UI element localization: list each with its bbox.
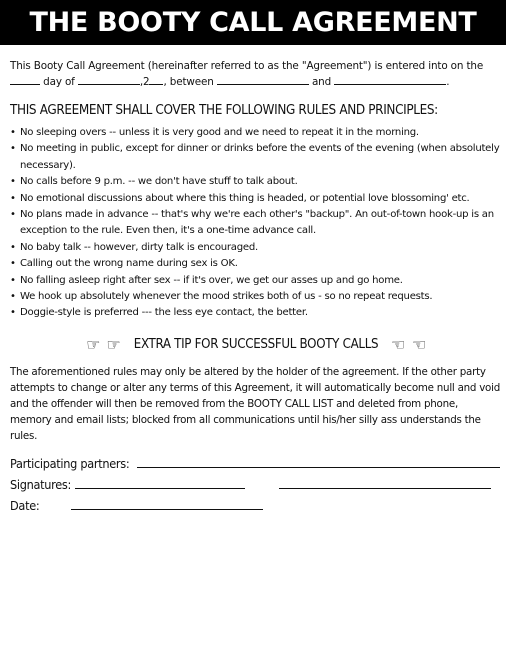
bullet-glyph: • <box>10 127 16 138</box>
party-two-blank <box>334 74 446 85</box>
extra-tip-heading: EXTRA TIP FOR SUCCESSFUL BOOTY CALLS <box>133 337 379 353</box>
rules-list <box>10 125 502 322</box>
partners-label: Participating partners: <box>10 455 130 471</box>
pointing-hand-right-icon: ☞ <box>106 334 121 354</box>
closing-paragraph: The aforementioned rules may only be altered by the holder of the agreement. If the other party attempts to change or alter any terms of this Agreement, it will automatically become null and void and the offender will then be removed from the BOOTY CALL LIST and deleted from phone, memory and email lists; blocked from all communications until his/her silly ass understands the rules. <box>10 365 501 442</box>
rule-item <box>10 240 502 256</box>
bullet-glyph: • <box>10 258 16 270</box>
rule-text: Doggie-style is preferred --- the less eye contact, the better. <box>20 307 308 319</box>
rule-text: No sleeping overs -- unless it is very good and we need to repeat it in the morning. <box>20 127 419 138</box>
rule-text: No meeting in public, except for dinner or drinks before the events of the evening (when absolutely necessary). <box>20 143 500 171</box>
rule-text: No calls before 9 p.m. -- we don't have stuff to talk about. <box>20 176 298 188</box>
document-body <box>10 58 502 513</box>
bullet-glyph: • <box>10 291 16 303</box>
extra-tip-banner <box>10 334 502 356</box>
rule-text: No emotional discussions about where this thing is headed, or potential love blossoming' etc. <box>20 192 470 204</box>
rule-item <box>10 289 502 305</box>
bullet-glyph: • <box>10 307 16 319</box>
day-blank <box>10 74 40 85</box>
pointing-hand-right-icon: ☞ <box>86 334 101 354</box>
rules-heading: THIS AGREEMENT SHALL COVER THE FOLLOWING RULES AND PRINCIPLES: <box>10 103 438 118</box>
partners-row <box>10 450 502 471</box>
signature-line-one <box>75 474 245 489</box>
rule-item <box>10 256 502 272</box>
date-line <box>71 495 263 510</box>
month-blank <box>78 74 140 85</box>
partners-line <box>137 453 500 468</box>
rule-text: No plans made in advance -- that's why we're each other's "backup". An out-of-town hook-up is an exception to the rule. Even then, it's a one-time advance call. <box>20 209 494 237</box>
date-label: Date: <box>10 497 40 513</box>
intro-text-2: day of <box>43 76 75 88</box>
bullet-glyph: • <box>10 274 16 286</box>
rule-text: No falling asleep right after sex -- if it's over, we get our asses up and go home. <box>20 274 403 286</box>
signatures-row <box>10 471 502 492</box>
rule-text: Calling out the wrong name during sex is OK. <box>20 258 238 270</box>
signature-block <box>10 450 502 513</box>
bullet-glyph: • <box>10 176 16 188</box>
signature-line-two <box>279 474 491 489</box>
signatures-label: Signatures: <box>10 476 72 492</box>
rule-item <box>10 305 502 321</box>
title-banner <box>0 0 506 45</box>
bullet-glyph: • <box>10 192 16 204</box>
rule-text: We hook up absolutely whenever the mood strikes both of us - so no repeat requests. <box>20 291 433 303</box>
rule-item <box>10 273 502 289</box>
rule-item <box>10 191 502 207</box>
pointing-hand-left-icon: ☞ <box>391 334 406 354</box>
rule-item <box>10 125 502 141</box>
intro-text-6: . <box>446 76 450 88</box>
rule-item <box>10 207 502 240</box>
party-one-blank <box>217 74 309 85</box>
rule-item <box>10 174 502 190</box>
year-blank <box>149 74 163 85</box>
intro-text-5: and <box>311 76 332 88</box>
intro-text-3: ,2 <box>139 76 150 88</box>
intro-text-4: , between <box>163 76 214 88</box>
document-title: THE BOOTY CALL AGREEMENT <box>29 7 477 38</box>
intro-text-1: This Booty Call Agreement (hereinafter referred to as the "Agreement") is entered into on the <box>10 60 484 72</box>
bullet-glyph: • <box>10 209 16 221</box>
intro-paragraph <box>10 58 502 90</box>
rule-item <box>10 141 502 174</box>
bullet-glyph: • <box>10 143 16 155</box>
bullet-glyph: • <box>10 241 16 253</box>
rule-text: No baby talk -- however, dirty talk is encouraged. <box>20 241 258 253</box>
pointing-hand-left-icon: ☞ <box>411 334 426 354</box>
date-row <box>10 492 502 513</box>
